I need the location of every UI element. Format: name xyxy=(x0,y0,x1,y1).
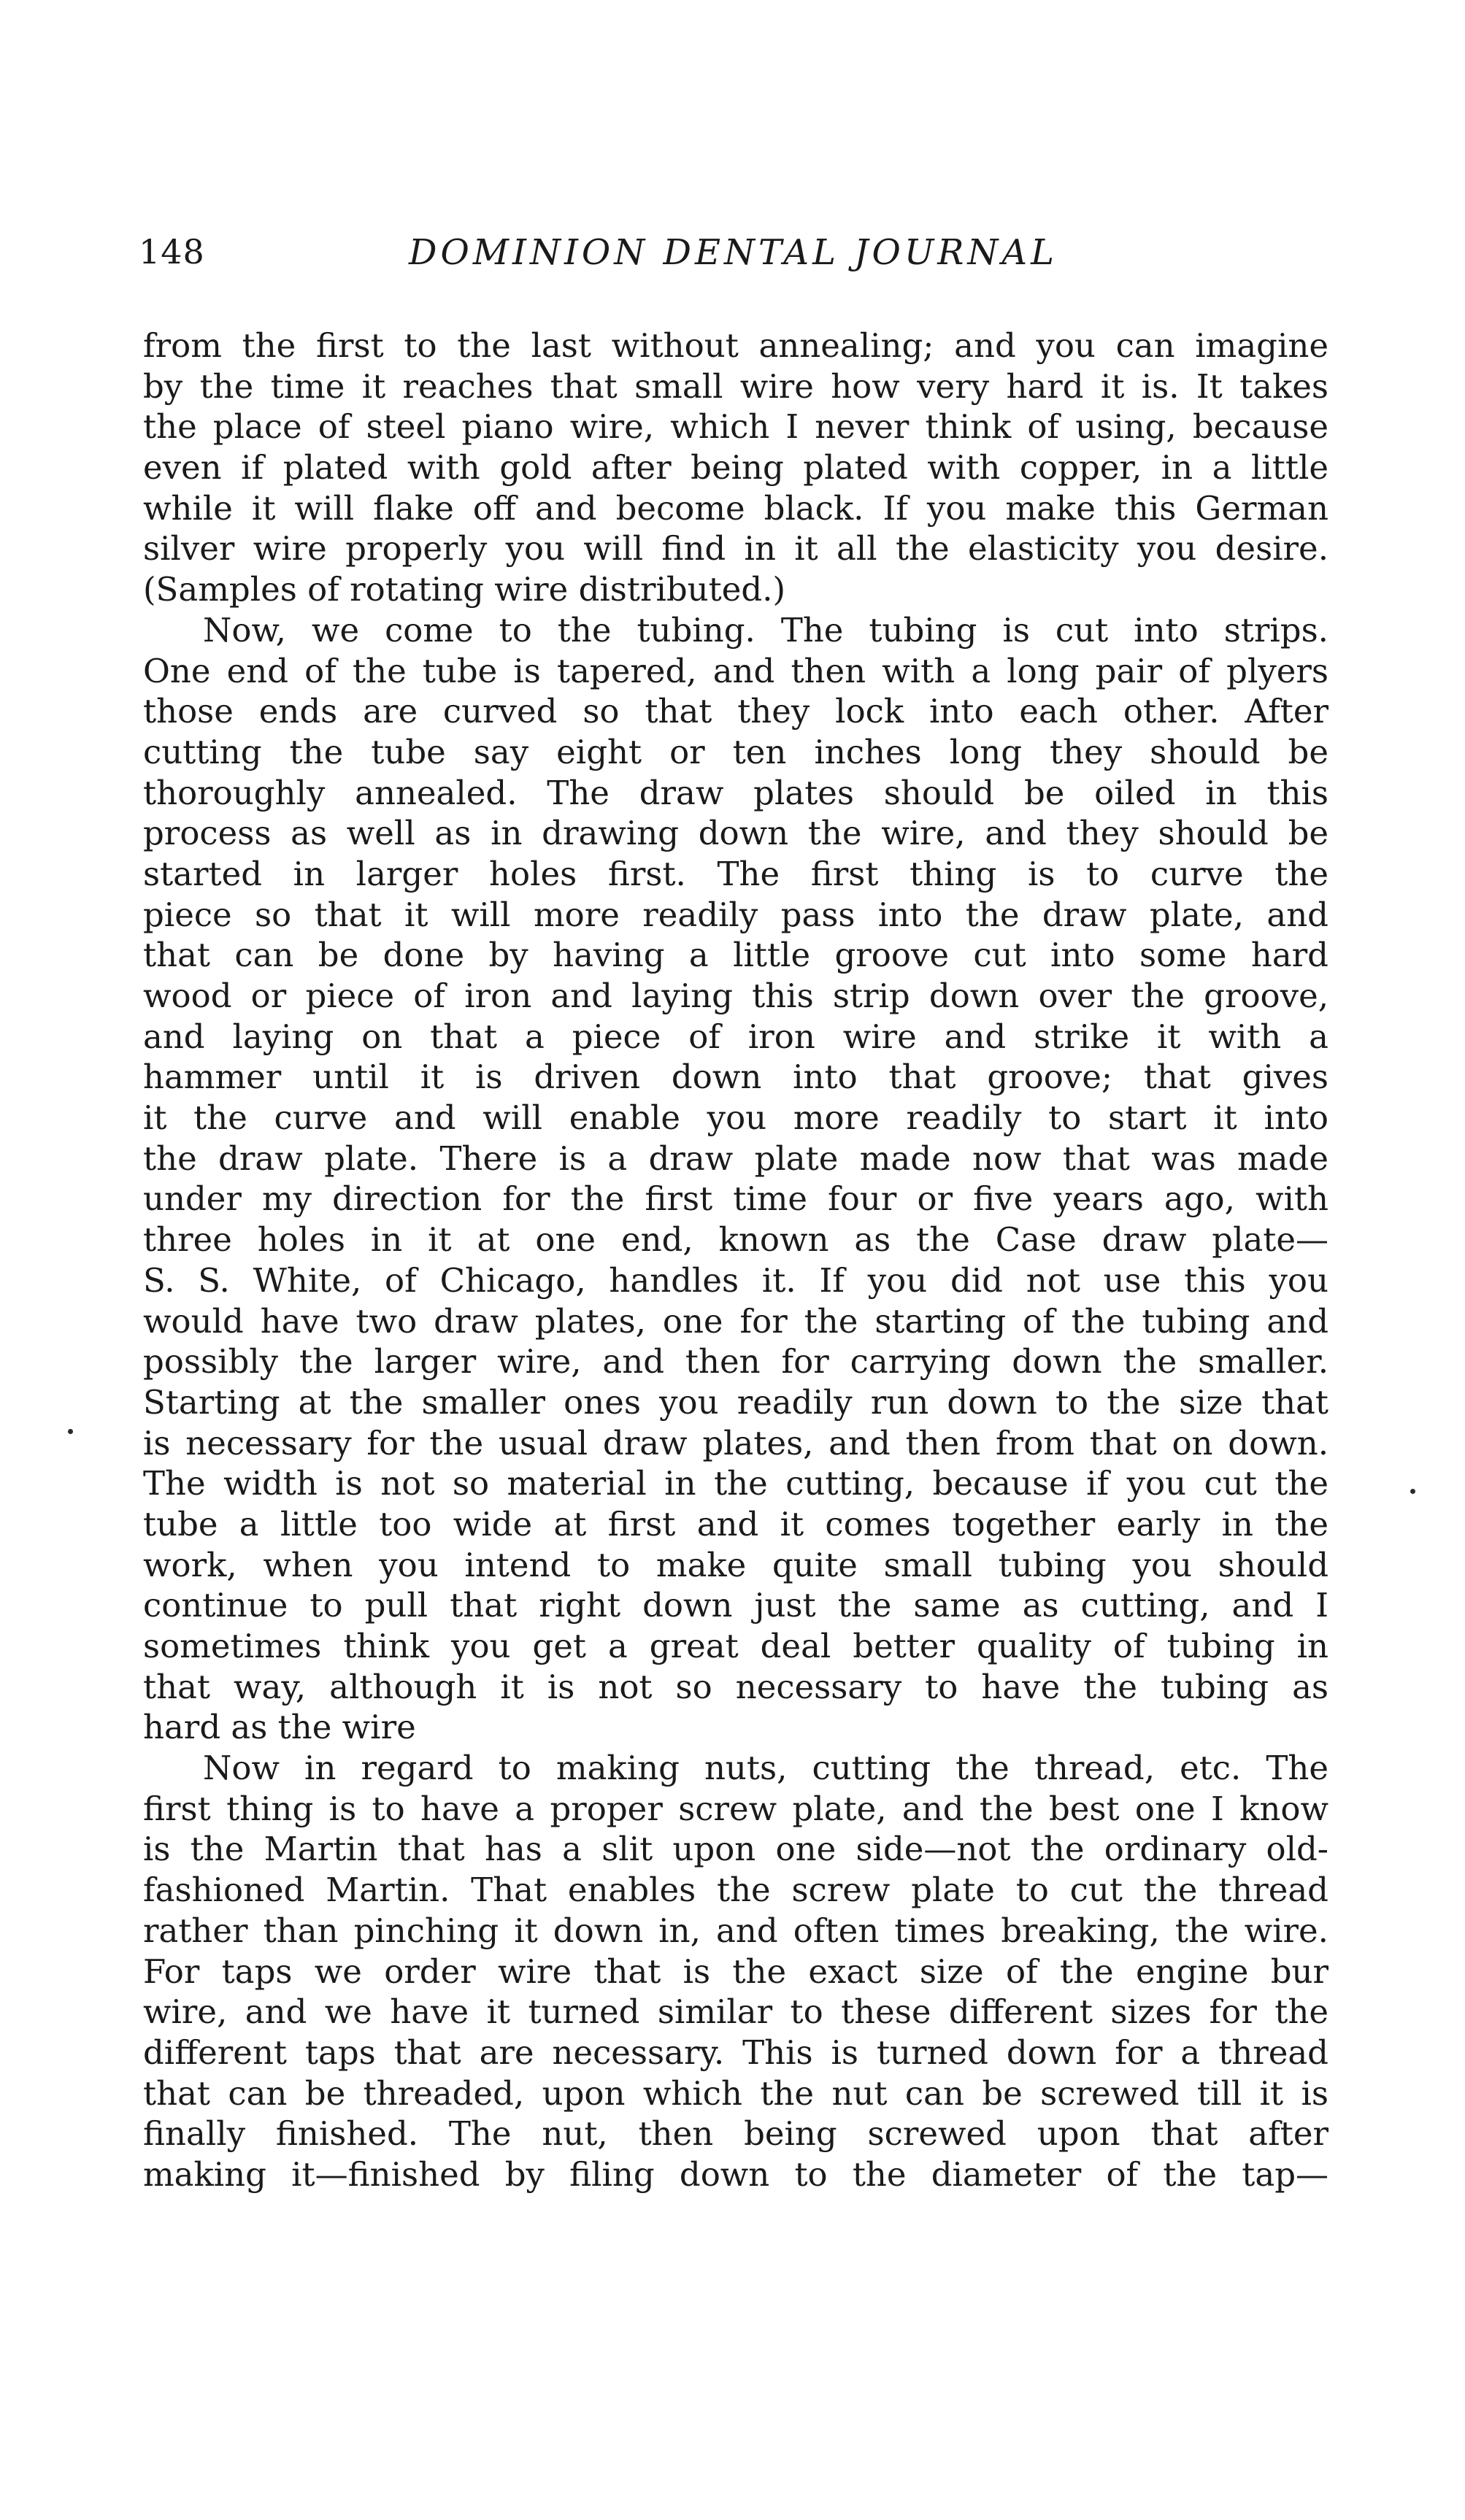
margin-speck-right xyxy=(1410,1489,1415,1494)
text-line: cutting the tube say eight or ten inches long they should be xyxy=(143,732,1329,771)
text-line: that way, although it is not so necessary to have the tubing as xyxy=(143,1667,1329,1706)
paragraph-nuts xyxy=(143,1748,1329,2195)
text-line: by the time it reaches that small wire how very hard it is. It takes xyxy=(143,366,1329,406)
text-line: started in larger holes first. The first thing is to curve the xyxy=(143,854,1329,893)
text-line: different taps that are necessary. This is turned down for a thread xyxy=(143,2032,1329,2072)
text-line: three holes in it at one end, known as the Case draw plate— xyxy=(143,1220,1329,1260)
text-line: tube a little too wide at first and it comes together early in the xyxy=(143,1504,1329,1544)
text-line: hard as the wire xyxy=(143,1708,416,1747)
text-line: fashioned Martin. That enables the screw plate to cut the thread xyxy=(143,1870,1329,1910)
text-line: Now in regard to making nuts, cutting the thread, etc. The xyxy=(203,1749,1329,1788)
text-line: while it will flake off and become black. If you make this German xyxy=(143,488,1329,528)
text-line: would have two draw plates, one for the starting of the tubing and xyxy=(143,1301,1329,1341)
text-line: S. S. White, of Chicago, handles it. If you did not use this you xyxy=(143,1260,1329,1300)
text-line: that can be done by having a little groove cut into some hard xyxy=(143,936,1329,975)
text-line: process as well as in drawing down the wire, and they should be xyxy=(143,814,1329,853)
text-line: is the Martin that has a slit upon one side—not the ordinary old- xyxy=(143,1830,1329,1869)
margin-speck-left xyxy=(68,1429,73,1434)
text-line: that can be threaded, upon which the nut can be screwed till it is xyxy=(143,2073,1329,2113)
text-line: piece so that it will more readily pass into the draw plate, and xyxy=(143,895,1329,934)
text-line: and laying on that a piece of iron wire and strike it with a xyxy=(143,1017,1329,1056)
page-number: 148 xyxy=(139,232,205,271)
text-line: The width is not so material in the cutting, because if you cut the xyxy=(143,1464,1329,1503)
body-text xyxy=(143,325,1329,2195)
text-line: wire, and we have it turned similar to these different sizes for the xyxy=(143,1992,1329,2032)
text-line: the draw plate. There is a draw plate made now that was made xyxy=(143,1138,1329,1178)
text-line: rather than pinching it down in, and often times breaking, the wire. xyxy=(143,1911,1329,1950)
text-line: thoroughly annealed. The draw plates should be oiled in this xyxy=(143,773,1329,812)
text-line: wood or piece of iron and laying this strip down over the groove, xyxy=(143,976,1329,1015)
text-line: first thing is to have a proper screw plate, and the best one I know xyxy=(143,1789,1329,1828)
text-line: from the first to the last without annealing; and you can imagine xyxy=(143,326,1329,365)
running-head: DOMINION DENTAL JOURNAL xyxy=(409,232,1058,273)
text-line: even if plated with gold after being plated with copper, in a little xyxy=(143,448,1329,488)
text-line: work, when you intend to make quite small tubing you should xyxy=(143,1545,1329,1584)
text-line: For taps we order wire that is the exact size of the engine bur xyxy=(143,1951,1329,1991)
text-line: silver wire properly you will find in it all the elasticity you desire. xyxy=(143,529,1329,569)
text-line: those ends are curved so that they lock into each other. After xyxy=(143,692,1329,731)
text-line: making it—finished by filing down to the diameter of the tap— xyxy=(143,2154,1329,2194)
paragraph-annealing xyxy=(143,325,1329,610)
text-line: it the curve and will enable you more readily to start it into xyxy=(143,1098,1329,1138)
page-header xyxy=(139,232,1329,283)
text-line: hammer until it is driven down into that groove; that gives xyxy=(143,1057,1329,1097)
text-line: is necessary for the usual draw plates, and then from that on down. xyxy=(143,1423,1329,1463)
text-line: the place of steel piano wire, which I never think of using, because xyxy=(143,407,1329,447)
text-line: under my direction for the first time four or five years ago, with xyxy=(143,1179,1329,1219)
text-line: sometimes think you get a great deal better quality of tubing in xyxy=(143,1627,1329,1665)
text-line: continue to pull that right down just the same as cutting, and I xyxy=(143,1586,1329,1625)
text-line: Starting at the smaller ones you readily run down to the size that xyxy=(143,1382,1329,1422)
text-line: Now, we come to the tubing. The tubing is cut into strips. xyxy=(203,610,1329,650)
text-line: (Samples of rotating wire distributed.) xyxy=(143,570,786,609)
text-line: finally finished. The nut, then being screwed upon that after xyxy=(143,2114,1329,2154)
paragraph-tubing xyxy=(143,610,1329,1748)
text-line: possibly the larger wire, and then for carrying down the smaller. xyxy=(143,1342,1329,1382)
text-line: One end of the tube is tapered, and then with a long pair of plyers xyxy=(143,651,1329,690)
